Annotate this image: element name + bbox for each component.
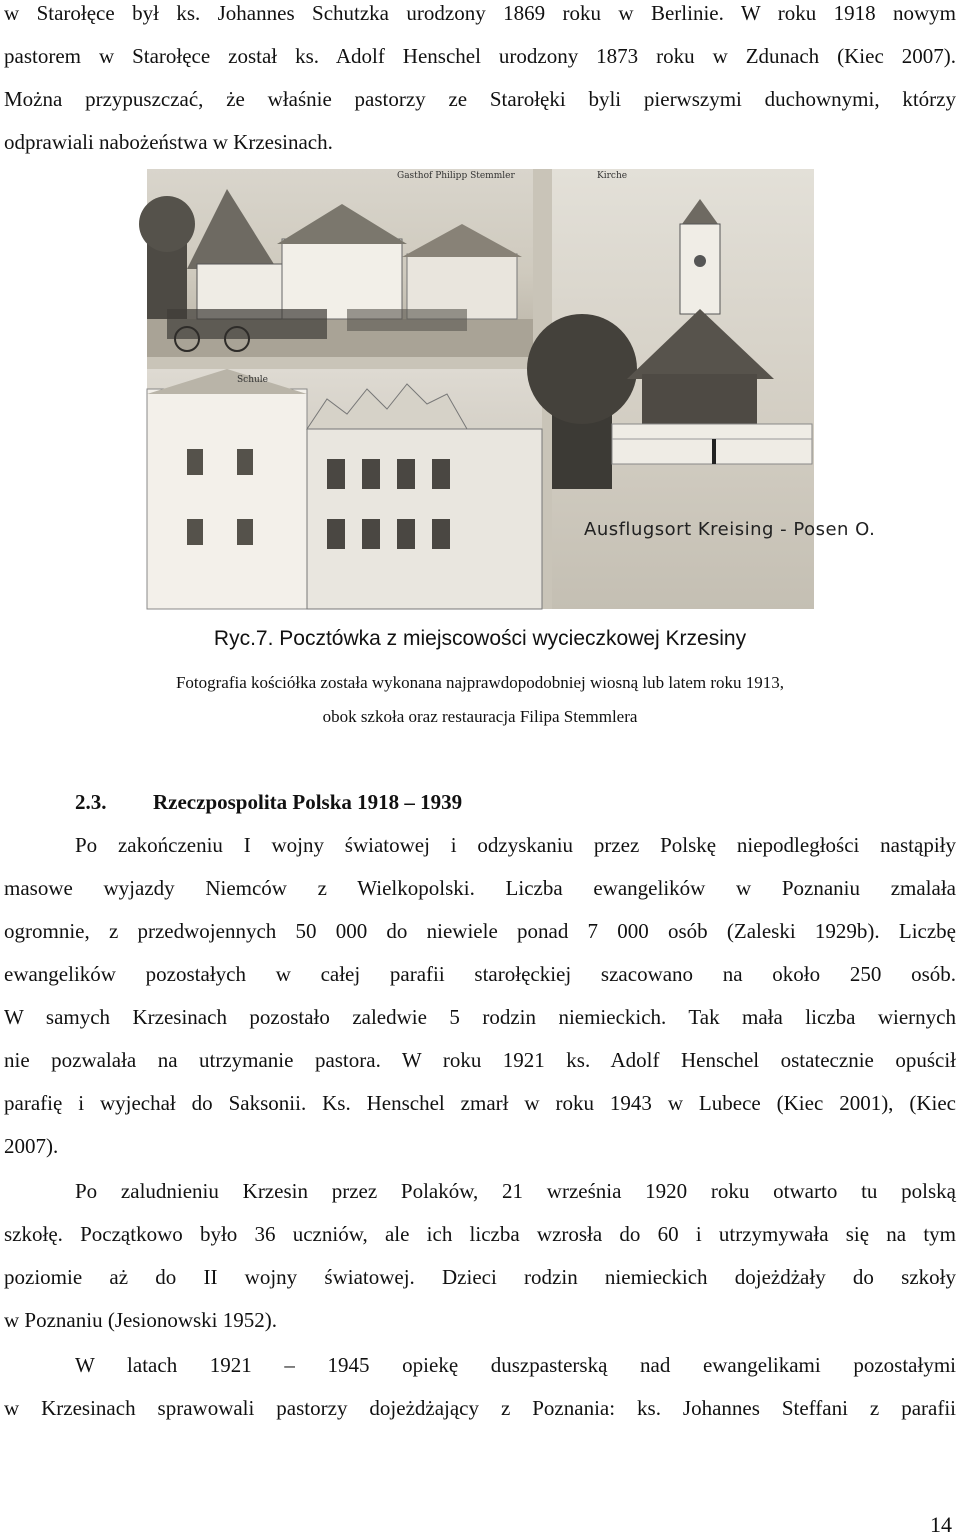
section-number: 2.3.	[75, 790, 107, 814]
paragraph-line: pastorem w Starołęce został ks. Adolf Henschel urodzony 1873 roku w Zdunach (Kiec 2007).	[4, 44, 956, 68]
figure-caption-line: obok szkoła oraz restauracja Filipa Stemmlera	[322, 707, 638, 726]
postcard-label: Schule	[237, 375, 269, 385]
paragraph-line: w Krzesinach sprawowali pastorzy dojeżdżający z Poznania: ks. Johannes Steffani z parafii	[4, 1396, 956, 1420]
paragraph-line: ewangelików pozostałych w całej parafii starołęckiej szacowano na około 250 osób.	[4, 962, 956, 986]
paragraph-line: nie pozwalała na utrzymanie pastora. W roku 1921 ks. Adolf Henschel ostatecznie opuścił	[4, 1048, 956, 1072]
paragraph-line: W samych Krzesinach pozostało zaledwie 5 rodzin niemieckich. Tak mała liczba wiernych	[4, 1005, 956, 1029]
postcard-slogan: Ausflugsort Kreising - Posen O.	[584, 519, 876, 540]
section-heading	[75, 789, 462, 815]
figure-caption-title: Ryc.7. Pocztówka z miejscowości wycieczkowej Krzesiny	[213, 627, 747, 650]
postcard-image	[147, 169, 876, 609]
paragraph-line: w Starołęce był ks. Johannes Schutzka urodzony 1869 roku w Berlinie. W roku 1918 nowym	[4, 1, 956, 25]
paragraph-line: parafię i wyjechał do Saksonii. Ks. Henschel zmarł w roku 1943 w Lubece (Kiec 2001), (Kiec	[4, 1091, 956, 1115]
paragraph-line: 2007).	[4, 1134, 59, 1158]
figure-caption-line: Fotografia kościółka została wykonana najprawdopodobniej wiosną lub latem roku 1913,	[175, 673, 785, 692]
church-photo	[552, 169, 814, 609]
page-number: 14	[930, 1512, 952, 1537]
section-title: Rzeczpospolita Polska 1918 – 1939	[153, 790, 463, 814]
paragraph-line: poziomie aż do II wojny światowej. Dzieci rodzin niemieckich dojeżdżały do szkoły	[4, 1265, 956, 1289]
paragraph-line: odprawiali nabożeństwa w Krzesinach.	[4, 130, 333, 154]
postcard-label: Gasthof Philipp Stemmler	[397, 171, 515, 181]
inn-photo	[147, 169, 533, 357]
paragraph-line: szkołę. Początkowo było 36 uczniów, ale ich liczba wzrosła do 60 i utrzymywała się na tym	[4, 1222, 956, 1246]
paragraph-line: Po zakończeniu I wojny światowej i odzyskaniu przez Polskę niepodległości nastąpiły	[75, 833, 956, 857]
paragraph-line: W latach 1921 – 1945 opiekę duszpasterską nad ewangelikami pozostałymi	[75, 1353, 956, 1377]
paragraph-line: Można przypuszczać, że właśnie pastorzy ze Starołęki byli pierwszymi duchownymi, którzy	[4, 87, 956, 111]
paragraph-line: masowe wyjazdy Niemców z Wielkopolski. Liczba ewangelików w Poznaniu zmalała	[4, 876, 956, 900]
school-photo	[147, 369, 542, 609]
paragraph-line: w Poznaniu (Jesionowski 1952).	[4, 1308, 277, 1332]
paragraph-line: Po zaludnieniu Krzesin przez Polaków, 21 września 1920 roku otwarto tu polską	[75, 1179, 956, 1203]
paragraph-line: ogromnie, z przedwojennych 50 000 do niewiele ponad 7 000 osób (Zaleski 1929b). Liczbę	[4, 919, 956, 943]
postcard-label: Kirche	[597, 171, 628, 181]
